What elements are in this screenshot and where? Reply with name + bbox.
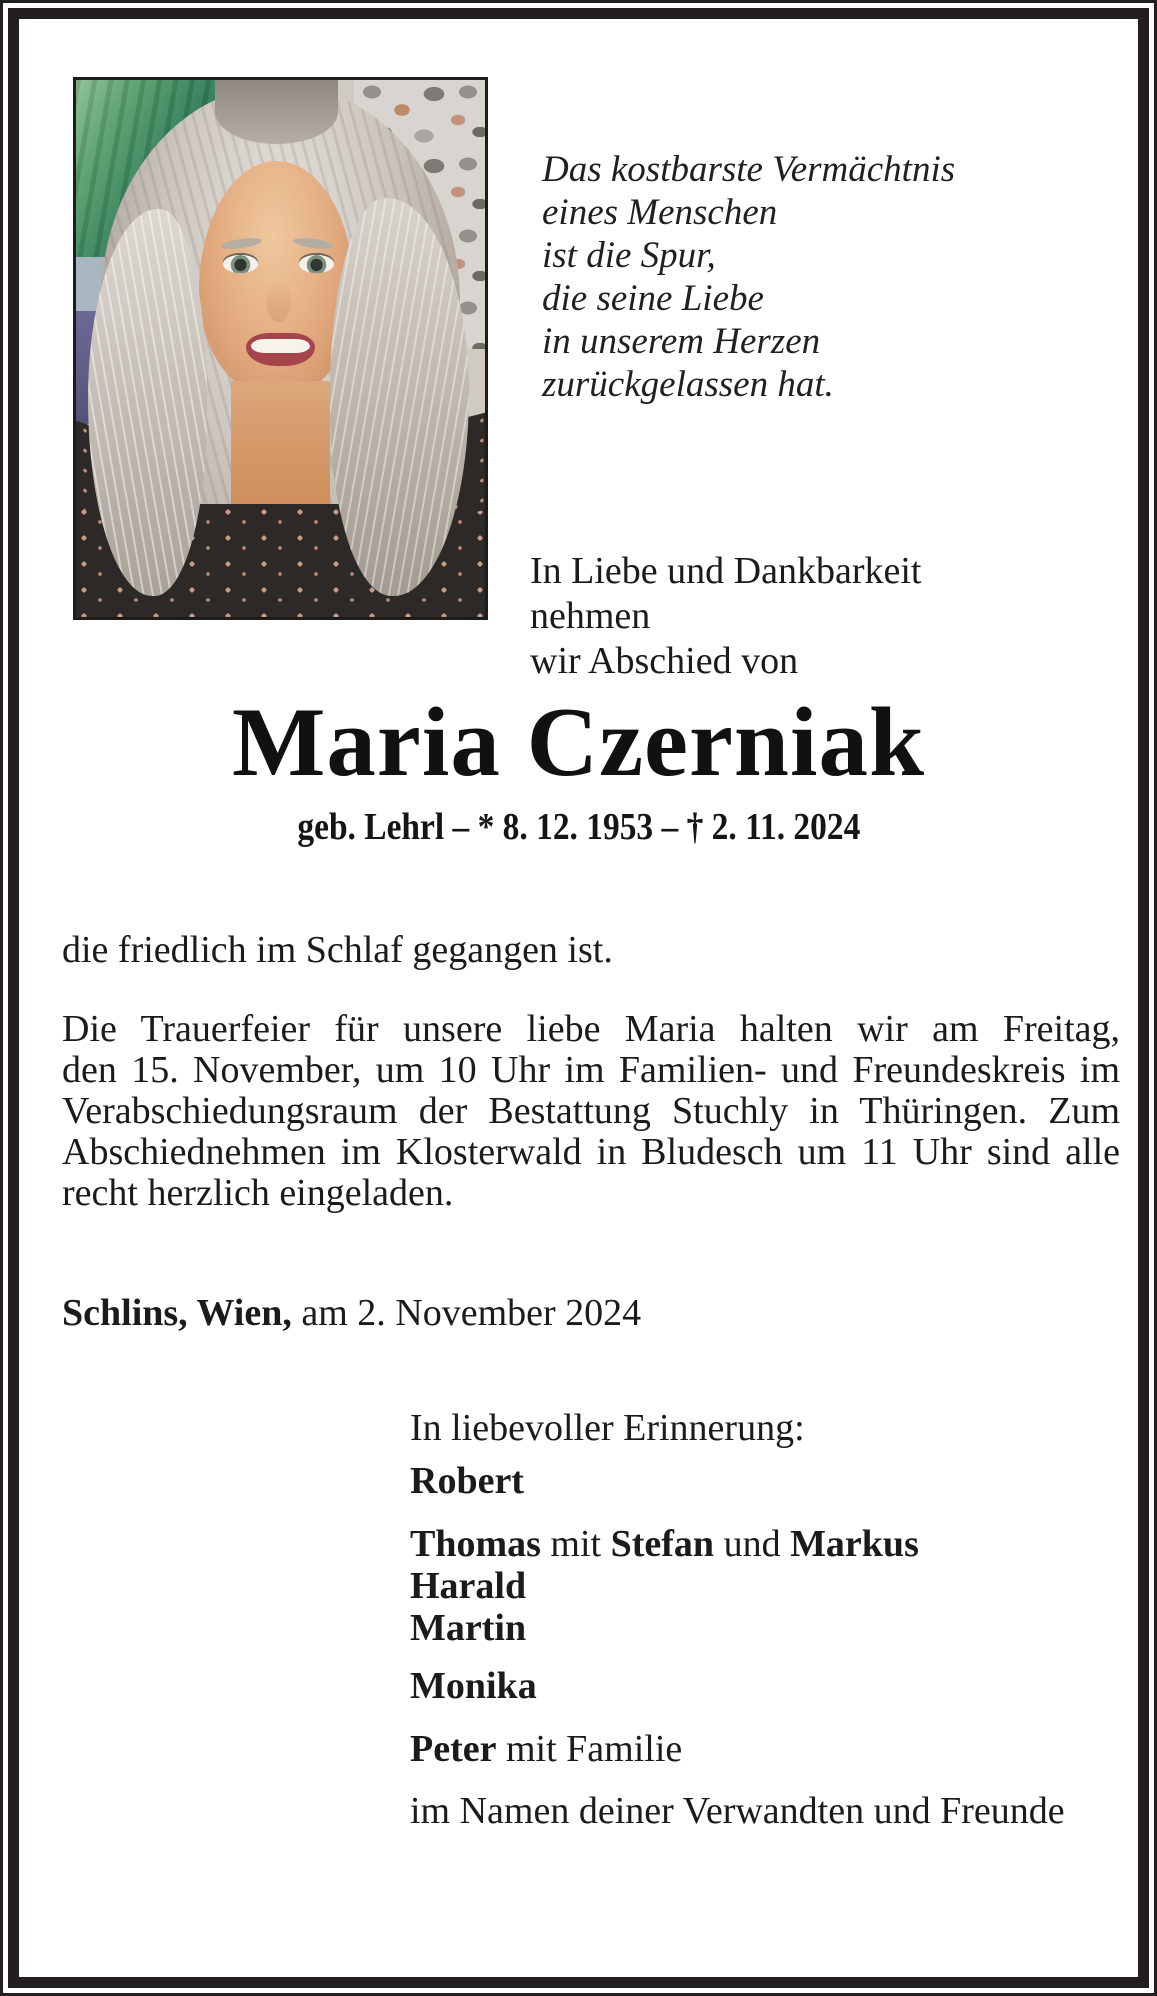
mourner-entry (410, 1565, 526, 1607)
name-bold-segment: Thomas (410, 1523, 541, 1565)
name-bold-segment: Peter (410, 1728, 497, 1770)
teeth (251, 339, 309, 353)
notice-content (19, 19, 1138, 1977)
text-line: In Liebe und Dankbarkeit nehmen (530, 550, 922, 637)
text-line: ist die Spur, (542, 235, 716, 276)
farewell-intro (530, 549, 1050, 684)
portrait-photo-canvas (76, 80, 485, 617)
name-bold-segment: Schlins, Wien, (62, 1292, 292, 1334)
mourner-entry (410, 1523, 919, 1565)
text-segment: und (714, 1523, 791, 1565)
hair-crown (215, 80, 338, 144)
mourner-entry (410, 1665, 537, 1707)
name-bold-segment: Markus (790, 1523, 919, 1565)
text-line: wir Abschied von (530, 640, 799, 682)
birth-death-line (19, 805, 1138, 849)
text-line: Verabschiedungsraum der Bestattung Stuchly in Thüringen. Zum (62, 1090, 1120, 1132)
name-bold-segment: Stefan (610, 1523, 715, 1565)
text-segment: im Namen deiner Verwandten und Freunde (410, 1790, 1065, 1832)
text-line: zurückgelassen hat. (542, 364, 834, 405)
place-date-line (62, 1291, 641, 1335)
name-bold-segment: Harald (410, 1565, 527, 1607)
text-segment: am 2. November 2024 (291, 1292, 642, 1334)
memorial-heading: In liebevoller Erinnerung: (410, 1407, 805, 1449)
text-line: in unserem Herzen (542, 321, 821, 362)
text-line: Das kostbarste Vermächtnis (542, 149, 956, 190)
text-line: recht herzlich eingeladen. (62, 1172, 454, 1214)
neck (231, 381, 329, 521)
mourner-entry (410, 1460, 524, 1502)
funeral-announcement (62, 1009, 1120, 1214)
text-line: den 15. November, um 10 Uhr im Familien- und Freundeskreis im (62, 1049, 1120, 1091)
deceased-name: Maria Czerniak (231, 688, 926, 797)
name-bold-segment: Robert (410, 1460, 524, 1502)
name-bold-segment: Monika (410, 1665, 537, 1707)
portrait-photo (73, 77, 488, 620)
birth-death-text: geb. Lehrl – * 8. 12. 1953 – † 2. 11. 2024 (297, 806, 860, 848)
mourner-closing (410, 1790, 1065, 1832)
smiling-mouth (246, 333, 316, 365)
memorial-verse (542, 148, 1012, 406)
text-line: Abschiednehmen im Klosterwald in Bludesch um 11 Uhr sind alle (62, 1131, 1120, 1173)
passing-line: die friedlich im Schlaf gegangen ist. (62, 929, 613, 971)
text-line: eines Menschen (542, 192, 778, 233)
text-segment: mit Familie (496, 1728, 683, 1770)
text-line: Die Trauerfeier für unsere liebe Maria halten wir am Freitag, (62, 1008, 1120, 1050)
name-bold-segment: Martin (410, 1607, 527, 1649)
text-segment: mit (540, 1523, 611, 1565)
right-eye (299, 255, 334, 273)
mourner-entry (410, 1728, 682, 1770)
mourner-entry (410, 1607, 526, 1649)
text-line: die seine Liebe (542, 278, 764, 319)
nose-shadow (266, 279, 291, 322)
